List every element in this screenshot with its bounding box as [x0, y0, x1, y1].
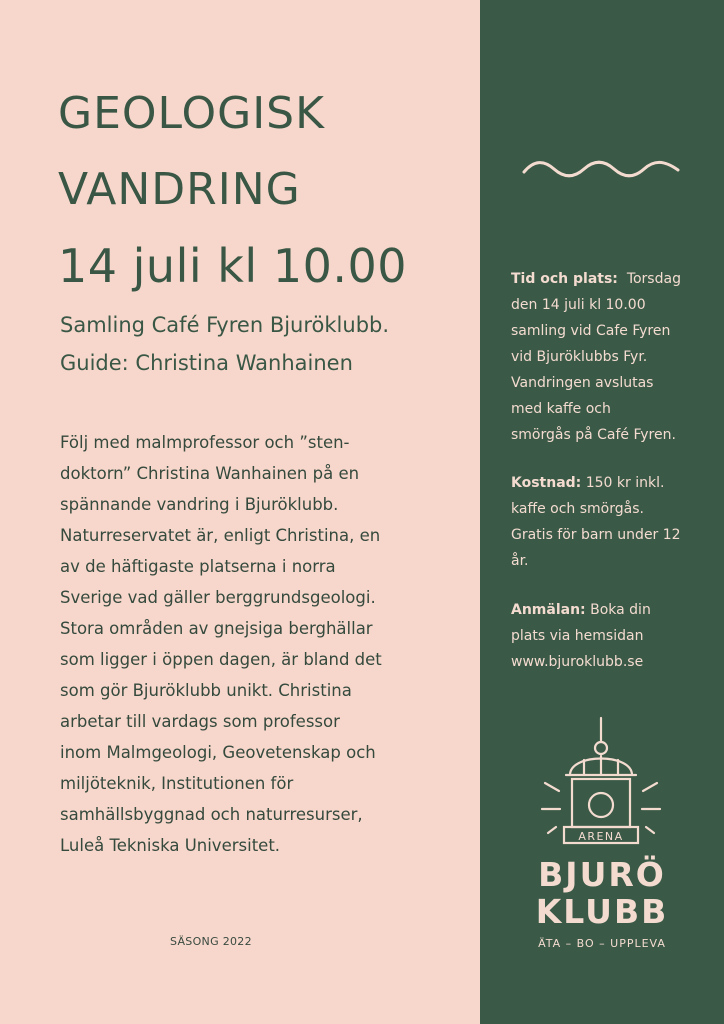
time-text: Vandringen avslutas: [511, 375, 654, 391]
description: [60, 427, 432, 861]
signup-text: plats via hemsidan: [511, 628, 644, 644]
description-line: som ligger i öppen dagen, är bland det: [60, 650, 382, 669]
season-label: SÄSONG 2022: [170, 935, 252, 948]
event-title: [58, 76, 468, 304]
info-signup: [511, 597, 706, 675]
signup-url[interactable]: www.bjuroklubb.se: [511, 654, 644, 670]
time-text: den 14 juli kl 10.00: [511, 297, 646, 313]
time-text: med kaffe och: [511, 401, 611, 417]
lighthouse-logo-icon: [530, 715, 680, 865]
description-line: doktorn” Christina Wanhainen på en: [60, 464, 360, 483]
description-line: Stora områden av gnejsiga berghällar: [60, 619, 373, 638]
description-line: Sverige vad gäller berggrundsgeologi.: [60, 588, 376, 607]
event-subtitle: [60, 306, 470, 382]
signup-text: Boka din: [590, 602, 651, 618]
cost-text: Gratis för barn under 12: [511, 527, 681, 543]
arena-label: ARENA: [578, 830, 624, 843]
subtitle-guide: Guide: Christina Wanhainen: [60, 351, 353, 375]
description-line: Luleå Tekniska Universitet.: [60, 836, 281, 855]
description-line: som gör Bjuröklubb unikt. Christina: [60, 681, 352, 700]
description-line: Naturreservatet är, enligt Christina, en: [60, 526, 381, 545]
time-text: vid Bjuröklubbs Fyr.: [511, 349, 648, 365]
description-line: arbetar till vardags som professor: [60, 712, 340, 731]
description-line: Följ med malmprofessor och ”sten-: [60, 433, 350, 452]
description-line: spännande vandring i Bjuröklubb.: [60, 495, 339, 514]
description-line: av de häftigaste platserna i norra: [60, 557, 336, 576]
time-text: samling vid Cafe Fyren: [511, 323, 671, 339]
cost-text: år.: [511, 553, 529, 569]
logo-tagline: ÄTA – BO – UPPLEVA: [538, 937, 666, 950]
description-line: miljöteknik, Institutionen för: [60, 774, 294, 793]
title-line-2: VANDRING: [58, 164, 301, 215]
signup-label: Anmälan:: [511, 602, 586, 618]
time-text: Torsdag: [626, 271, 681, 287]
title-line-1: GEOLOGISK: [58, 88, 325, 139]
description-line: inom Malmgeologi, Geovetenskap och: [60, 743, 376, 762]
info-time-place: [511, 266, 706, 448]
description-line: samhällsbyggnad och naturresurser,: [60, 805, 363, 824]
wave-icon: [520, 156, 682, 182]
subtitle-location: Samling Café Fyren Bjuröklubb.: [60, 313, 390, 337]
cost-text: kaffe och smörgås.: [511, 501, 644, 517]
info-cost: [511, 470, 706, 574]
time-label: Tid och plats:: [511, 271, 618, 287]
logo-name-line-2: KLUBB: [535, 892, 669, 931]
cost-label: Kostnad:: [511, 475, 582, 491]
time-text: smörgås på Café Fyren.: [511, 427, 676, 443]
title-date: 14 juli kl 10.00: [58, 239, 408, 293]
cost-text: 150 kr inkl.: [585, 475, 665, 491]
logo-name-line-1: BJURÖ: [538, 855, 666, 894]
